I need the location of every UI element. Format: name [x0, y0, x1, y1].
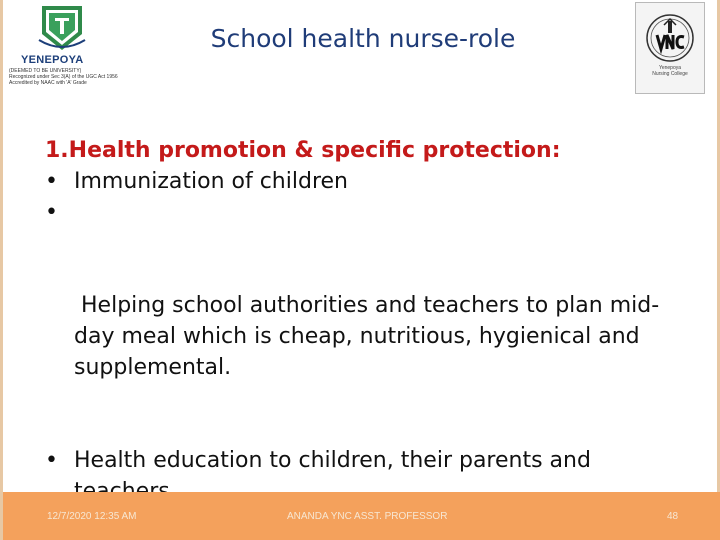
bullet-text: Helping school authorities and teachers to plan mid-day meal which is cheap, nutritious, hygienical and supplemental.: [74, 293, 660, 380]
bullet-item: [45, 166, 685, 197]
shield-logo-icon: [37, 4, 87, 54]
bullet-dot: •: [45, 448, 58, 473]
seal-name-line: Yenepoya: [658, 65, 682, 71]
university-subtitle-line: Accredited by NAAC with 'A' Grade: [9, 80, 87, 86]
slide-footer: [3, 492, 720, 540]
bullet-dot: •: [45, 200, 58, 225]
university-subtitle: [7, 68, 119, 86]
university-subtitle-line: Recognized under Sec 3(A) of the UGC Act 1956: [9, 74, 118, 80]
bullet-text: Health education to children, their parents and: [74, 448, 591, 473]
seal-name-line: Nursing College: [652, 71, 688, 77]
slide-title: School health nurse-role: [210, 24, 516, 53]
slide-body: [45, 135, 685, 507]
seal-name: [636, 65, 704, 77]
nursing-college-seal: [635, 2, 705, 94]
university-name: YENEPOYA: [21, 54, 84, 66]
section-heading: 1.Health promotion & specific protection:: [45, 138, 561, 163]
bullet-dot: •: [45, 169, 58, 194]
bullet-text: Immunization of children: [74, 169, 348, 194]
yenepoya-logo: [7, 2, 119, 98]
university-subtitle-line: (DEEMED TO BE UNIVERSITY): [9, 68, 82, 74]
page-number: 48: [667, 511, 679, 522]
footer-author: ANANDA YNC ASST. PROFESSOR: [287, 511, 448, 522]
bullet-item: [45, 197, 685, 445]
footer-date: 12/7/2020 12:35 AM: [47, 511, 137, 522]
ync-emblem-icon: [645, 13, 695, 63]
